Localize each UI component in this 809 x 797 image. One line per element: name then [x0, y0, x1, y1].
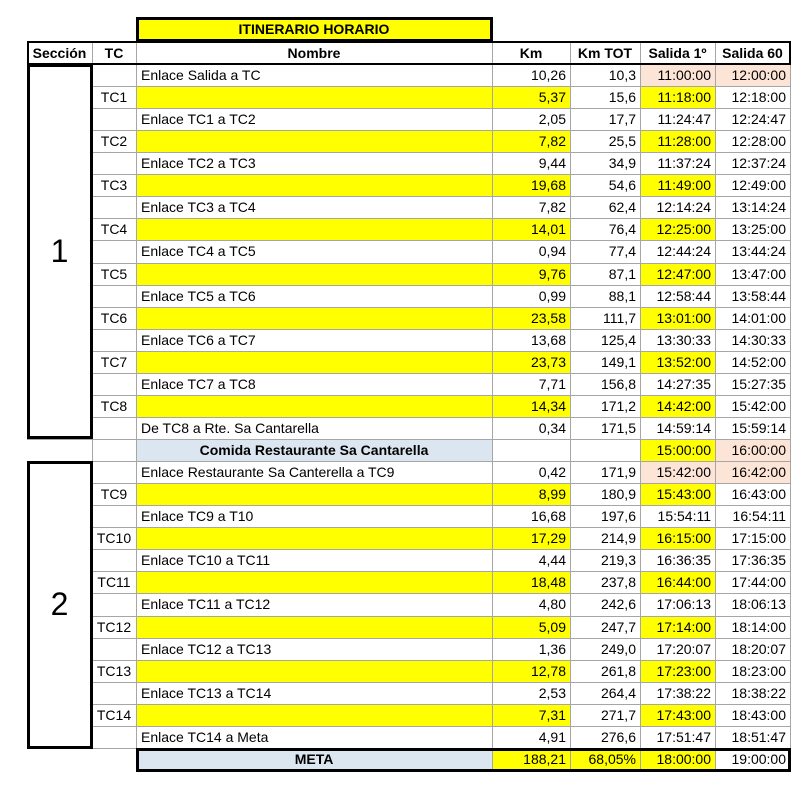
- thick-border: [27, 64, 30, 439]
- km-tot-cell: 88,1: [608, 287, 636, 304]
- salida1-cell: 12:44:24: [656, 243, 711, 260]
- thick-border: [27, 41, 791, 43]
- thick-border: [27, 64, 93, 67]
- salida60-cell: 16:00:00: [715, 439, 790, 461]
- grid-line: [92, 483, 790, 484]
- salida60-cell: 18:51:47: [731, 728, 786, 745]
- thick-border: [27, 461, 93, 464]
- header-seccion: Sección: [32, 45, 87, 61]
- km-tot-cell: 249,0: [600, 640, 636, 657]
- nombre-cell: [136, 660, 492, 682]
- thick-border: [136, 769, 791, 772]
- salida60-cell: 13:47:00: [731, 265, 786, 282]
- km-tot-cell: 87,1: [608, 265, 636, 282]
- tc-cell: [92, 108, 136, 130]
- km-cell: 23,58: [492, 307, 570, 329]
- grid-line: [715, 748, 716, 770]
- thick-border: [27, 461, 30, 749]
- grid-line: [715, 42, 716, 748]
- km-tot-cell: 197,6: [600, 508, 636, 525]
- tc-cell: [92, 726, 136, 748]
- km-cell: 9,44: [538, 155, 566, 172]
- salida60-cell: 15:27:35: [731, 375, 786, 392]
- grid-line: [92, 726, 790, 727]
- tc-cell: [92, 285, 136, 307]
- salida60-cell: 18:43:00: [731, 706, 786, 723]
- tc-cell: TC3: [100, 177, 128, 194]
- km-cell: 18,48: [492, 571, 570, 593]
- km-cell: 1,36: [538, 640, 566, 657]
- nombre-cell: [136, 527, 492, 549]
- nombre-cell: [136, 307, 492, 329]
- tc-cell: TC5: [100, 265, 128, 282]
- tc-cell: TC2: [100, 133, 128, 150]
- salida1-cell: 11:49:00: [640, 174, 715, 196]
- salida60-cell: 18:23:00: [731, 662, 786, 679]
- thick-border: [136, 17, 493, 20]
- grid-line: [92, 417, 790, 418]
- salida60-cell: 14:52:00: [731, 353, 786, 370]
- tc-cell: [92, 593, 136, 615]
- km-tot-cell: 62,4: [608, 199, 636, 216]
- nombre-cell: De TC8 a Rte. Sa Cantarella: [141, 419, 319, 436]
- salida1-cell: 12:58:44: [656, 287, 711, 304]
- km-tot-cell: 34,9: [608, 155, 636, 172]
- salida1-cell: 17:06:13: [656, 596, 711, 613]
- tc-cell: [92, 240, 136, 262]
- km-tot-cell: 156,8: [600, 375, 636, 392]
- km-tot-cell: 264,4: [600, 684, 636, 701]
- salida60-cell: 16:42:00: [715, 461, 790, 483]
- thick-border: [27, 63, 791, 65]
- salida60-cell: 12:28:00: [731, 133, 786, 150]
- salida1-cell: 17:14:00: [640, 616, 715, 638]
- km-cell: 7,82: [492, 130, 570, 152]
- thick-border: [789, 41, 791, 65]
- tc-cell: TC10: [96, 530, 132, 547]
- km-cell: 4,44: [538, 552, 566, 569]
- km-tot-cell: 214,9: [600, 530, 636, 547]
- salida1-cell: 15:43:00: [640, 483, 715, 505]
- salida1-cell: 11:28:00: [640, 130, 715, 152]
- nombre-cell: Enlace TC1 a TC2: [141, 111, 256, 128]
- nombre-cell: Enlace TC4 a TC5: [141, 243, 256, 260]
- salida1-cell: 17:20:07: [656, 640, 711, 657]
- salida60-cell: 18:06:13: [731, 596, 786, 613]
- km-cell: 7,31: [492, 704, 570, 726]
- grid-line: [92, 505, 790, 506]
- km-cell: 5,09: [492, 616, 570, 638]
- meta-km: 188,21: [492, 748, 570, 770]
- km-cell: 23,73: [492, 351, 570, 373]
- km-tot-cell: 54,6: [608, 177, 636, 194]
- km-tot-cell: 237,8: [600, 574, 636, 591]
- nombre-cell: [136, 704, 492, 726]
- tc-cell: [92, 461, 136, 483]
- grid-line: [92, 307, 790, 308]
- grid-line: [92, 527, 790, 528]
- grid-line: [92, 108, 790, 109]
- km-cell: 9,76: [492, 263, 570, 285]
- nombre-cell: [136, 130, 492, 152]
- grid-line: [92, 616, 790, 617]
- km-tot-cell: 25,5: [608, 133, 636, 150]
- km-cell: 14,01: [492, 218, 570, 240]
- salida1-cell: 16:36:35: [656, 552, 711, 569]
- grid-line: [640, 748, 641, 770]
- nombre-cell: Enlace TC6 a TC7: [141, 331, 256, 348]
- nombre-cell: [136, 263, 492, 285]
- grid-line: [136, 42, 137, 748]
- km-cell: 0,42: [538, 464, 566, 481]
- tc-cell: TC14: [96, 706, 132, 723]
- salida1-cell: 14:59:14: [656, 419, 711, 436]
- tc-cell: TC9: [100, 486, 128, 503]
- km-cell: 16,68: [530, 508, 566, 525]
- km-tot-cell: 76,4: [608, 221, 636, 238]
- header-km: Km: [519, 45, 543, 61]
- km-cell: 19,68: [492, 174, 570, 196]
- salida1-cell: 16:15:00: [640, 527, 715, 549]
- km-cell: 4,91: [538, 728, 566, 745]
- salida60-cell: 18:20:07: [731, 640, 786, 657]
- grid-line: [790, 42, 791, 770]
- thick-border: [90, 64, 93, 439]
- thick-border: [27, 41, 29, 65]
- salida60-cell: 13:44:24: [731, 243, 786, 260]
- meta-km-tot: 68,05%: [570, 748, 640, 770]
- thick-border: [27, 746, 93, 749]
- grid-line: [92, 152, 790, 153]
- grid-line: [27, 439, 790, 440]
- km-cell: 17,29: [492, 527, 570, 549]
- grid-line: [92, 130, 790, 131]
- tc-cell: TC13: [96, 662, 132, 679]
- meta-salida1: 18:00:00: [640, 748, 715, 770]
- salida60-cell: 16:54:11: [732, 508, 786, 525]
- header-salida1: Salida 1º: [648, 45, 707, 61]
- salida60-cell: 12:18:00: [731, 89, 786, 106]
- section-label: 2: [50, 585, 69, 622]
- km-cell: 12,78: [492, 660, 570, 682]
- salida60-cell: 17:36:35: [731, 552, 786, 569]
- salida60-cell: 18:14:00: [731, 618, 786, 635]
- nombre-cell: Enlace Restaurante Sa Canterella a TC9: [141, 464, 395, 481]
- tc-cell: [92, 682, 136, 704]
- salida60-cell: 13:58:44: [731, 287, 786, 304]
- km-tot-cell: 77,4: [608, 243, 636, 260]
- salida1-cell: 12:47:00: [640, 263, 715, 285]
- salida60-cell: 14:30:33: [731, 331, 786, 348]
- grid-line: [570, 42, 571, 748]
- grid-line: [92, 196, 790, 197]
- grid-line: [640, 42, 641, 748]
- grid-line: [92, 660, 790, 661]
- header-salida60: Salida 60: [722, 45, 783, 61]
- nombre-cell: [136, 571, 492, 593]
- salida60-cell: 12:00:00: [715, 64, 790, 86]
- salida60-cell: 12:24:47: [731, 111, 786, 128]
- grid-line: [492, 42, 493, 748]
- km-tot-cell: 111,7: [603, 309, 636, 326]
- salida1-cell: 11:24:47: [657, 111, 711, 128]
- salida1-cell: 17:38:22: [656, 684, 711, 701]
- header-km-tot: Km TOT: [577, 45, 633, 61]
- salida1-cell: 13:52:00: [640, 351, 715, 373]
- section-label: 1: [50, 233, 69, 269]
- salida1-cell: 11:37:24: [657, 155, 711, 172]
- km-cell: 7,82: [538, 199, 566, 216]
- nombre-cell: Enlace TC3 a TC4: [141, 199, 256, 216]
- thick-border: [136, 748, 139, 772]
- tc-cell: TC11: [97, 574, 131, 591]
- grid-line: [92, 351, 790, 352]
- km-cell: 7,71: [538, 375, 566, 392]
- tc-cell: TC1: [100, 89, 128, 106]
- grid-line: [92, 285, 790, 286]
- km-tot-cell: 10,3: [608, 67, 636, 84]
- nombre-cell: Enlace TC2 a TC3: [141, 155, 256, 172]
- km-cell: 0,94: [538, 243, 566, 260]
- salida60-cell: 16:43:00: [731, 486, 786, 503]
- nombre-cell: Enlace TC5 a TC6: [141, 287, 256, 304]
- km-cell: 4,80: [538, 596, 566, 613]
- tc-cell: [92, 505, 136, 527]
- salida1-cell: 16:44:00: [640, 571, 715, 593]
- grid-line: [92, 174, 790, 175]
- meta-salida60: 19:00:00: [731, 750, 786, 767]
- tc-cell: TC8: [100, 397, 128, 414]
- salida1-cell: 15:54:11: [657, 508, 711, 525]
- tc-cell: [92, 549, 136, 571]
- salida1-cell: 15:42:00: [640, 461, 715, 483]
- grid-line: [92, 571, 790, 572]
- tc-cell: TC7: [100, 353, 128, 370]
- salida1-cell: 13:30:33: [656, 331, 711, 348]
- salida1-cell: 12:14:24: [656, 199, 711, 216]
- grid-line: [92, 240, 790, 241]
- salida1-cell: 13:01:00: [640, 307, 715, 329]
- km-tot-cell: 125,4: [600, 331, 636, 348]
- salida60-cell: 13:14:24: [731, 199, 786, 216]
- grid-line: [92, 86, 790, 87]
- tc-cell: TC12: [96, 618, 132, 635]
- km-cell: 8,99: [492, 483, 570, 505]
- grid-line: [92, 263, 790, 264]
- tc-cell: TC6: [100, 309, 128, 326]
- meta-label: META: [136, 748, 492, 770]
- nombre-cell: Enlace TC11 a TC12: [141, 596, 271, 613]
- km-tot-cell: 171,9: [600, 464, 636, 481]
- salida60-cell: 12:37:24: [731, 155, 786, 172]
- lunch-label: Comida Restaurante Sa Cantarella: [136, 439, 492, 461]
- km-tot-cell: 15,6: [608, 89, 636, 106]
- km-tot-cell: 247,7: [600, 618, 636, 635]
- tc-cell: [92, 152, 136, 174]
- nombre-cell: [136, 395, 492, 417]
- nombre-cell: Enlace TC12 a TC13: [141, 640, 272, 657]
- tc-cell: [92, 329, 136, 351]
- km-tot-cell: 271,7: [600, 706, 636, 723]
- salida1-cell: 17:43:00: [640, 704, 715, 726]
- grid-line: [92, 395, 790, 396]
- tc-cell: [92, 64, 136, 86]
- salida60-cell: 17:15:00: [731, 530, 786, 547]
- grid-line: [92, 549, 790, 550]
- grid-line: [92, 704, 790, 705]
- km-tot-cell: 149,1: [600, 353, 636, 370]
- thick-border: [136, 748, 791, 751]
- km-cell: 0,34: [538, 419, 566, 436]
- nombre-cell: Enlace TC10 a TC11: [141, 552, 271, 569]
- salida60-cell: 12:49:00: [731, 177, 786, 194]
- sheet-title: ITINERARIO HORARIO: [136, 18, 492, 40]
- km-cell: 10,26: [530, 67, 566, 84]
- km-tot-cell: 242,6: [600, 596, 636, 613]
- km-tot-cell: 219,3: [600, 552, 636, 569]
- salida1-cell: 11:00:00: [640, 64, 715, 86]
- km-cell: 2,53: [538, 684, 566, 701]
- tc-cell: [92, 638, 136, 660]
- salida1-cell: 12:25:00: [640, 218, 715, 240]
- salida60-cell: 15:42:00: [731, 397, 786, 414]
- salida1-cell: 17:51:47: [656, 728, 711, 745]
- thick-border: [788, 748, 791, 772]
- km-tot-cell: 171,2: [600, 397, 636, 414]
- nombre-cell: [136, 483, 492, 505]
- grid-line: [92, 373, 790, 374]
- tc-cell: [92, 417, 136, 439]
- salida60-cell: 15:59:14: [731, 419, 786, 436]
- grid-line: [92, 593, 790, 594]
- km-cell: 13,68: [530, 331, 566, 348]
- nombre-cell: [136, 616, 492, 638]
- salida60-cell: 13:25:00: [731, 221, 786, 238]
- thick-border: [90, 461, 93, 749]
- km-tot-cell: 261,8: [600, 662, 636, 679]
- tc-cell: TC4: [100, 221, 128, 238]
- km-tot-cell: 180,9: [600, 486, 636, 503]
- km-cell: 0,99: [538, 287, 566, 304]
- thick-border: [27, 436, 93, 439]
- salida60-cell: 18:38:22: [731, 684, 786, 701]
- header-nombre: Nombre: [287, 45, 341, 61]
- km-tot-cell: 171,5: [600, 419, 636, 436]
- nombre-cell: [136, 351, 492, 373]
- km-cell: 14,34: [492, 395, 570, 417]
- grid-line: [92, 682, 790, 683]
- grid-line: [92, 329, 790, 330]
- header-tc: TC: [104, 45, 124, 61]
- salida1-cell: 14:42:00: [640, 395, 715, 417]
- tc-cell: [92, 373, 136, 395]
- salida60-cell: 17:44:00: [731, 574, 786, 591]
- nombre-cell: [136, 86, 492, 108]
- salida1-cell: 15:00:00: [640, 439, 715, 461]
- grid-line: [27, 461, 790, 462]
- tc-cell: [92, 196, 136, 218]
- nombre-cell: [136, 174, 492, 196]
- nombre-cell: Enlace TC14 a Meta: [141, 728, 269, 745]
- thick-border: [490, 17, 493, 42]
- km-cell: 5,37: [492, 86, 570, 108]
- nombre-cell: Enlace TC7 a TC8: [141, 375, 256, 392]
- nombre-cell: Enlace Salida a TC: [141, 67, 261, 84]
- salida1-cell: 17:23:00: [640, 660, 715, 682]
- salida1-cell: 14:27:35: [656, 375, 711, 392]
- km-tot-cell: 276,6: [600, 728, 636, 745]
- grid-line: [570, 748, 571, 770]
- nombre-cell: Enlace TC13 a TC14: [141, 684, 272, 701]
- salida1-cell: 11:18:00: [640, 86, 715, 108]
- thick-border: [136, 17, 139, 42]
- nombre-cell: [136, 218, 492, 240]
- grid-line: [492, 748, 493, 770]
- grid-line: [92, 218, 790, 219]
- nombre-cell: Enlace TC9 a T10: [141, 508, 254, 525]
- km-cell: 2,05: [538, 111, 566, 128]
- salida60-cell: 14:01:00: [731, 309, 786, 326]
- grid-line: [92, 638, 790, 639]
- km-tot-cell: 17,7: [608, 111, 636, 128]
